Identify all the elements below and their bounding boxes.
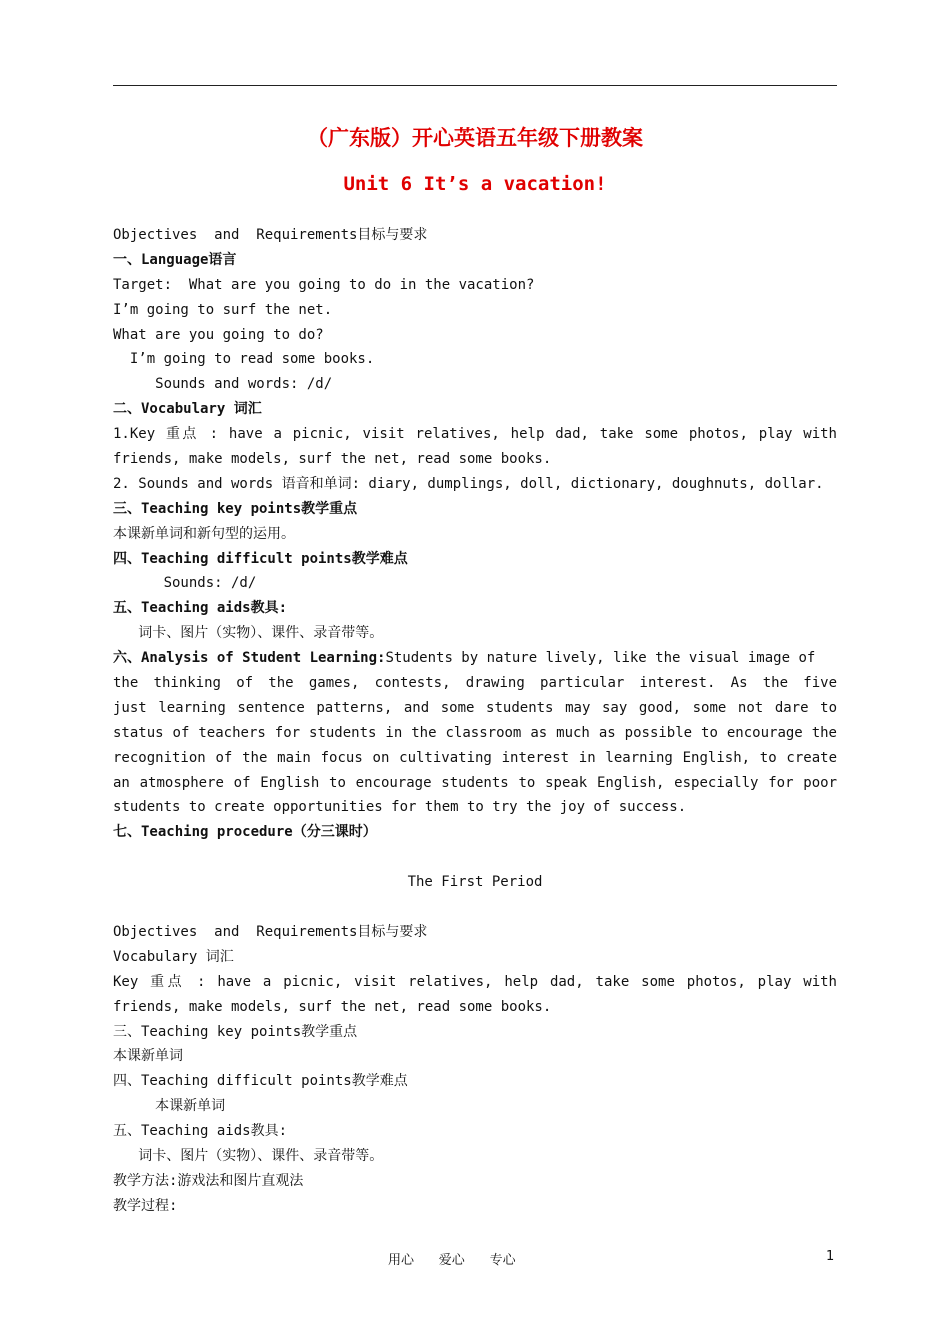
unit-title: Unit 6 It’s a vacation! xyxy=(343,173,607,195)
text-line: 词卡、图片（实物）、课件、录音带等。 xyxy=(113,625,384,642)
text-line: 本课新单词 xyxy=(113,1048,183,1065)
section-vocabulary-heading: 二、Vocabulary 词汇 xyxy=(113,401,262,418)
text-line: I’m going to read some books. xyxy=(113,351,375,368)
document-title: （广东版）开心英语五年级下册教案 xyxy=(307,126,643,150)
difficult-points-heading: 四、Teaching difficult points教学难点 xyxy=(113,1073,408,1090)
analysis-line: recognition of the main focus on cultivating interest in learning English, to create xyxy=(113,749,837,766)
analysis-text: Students by nature lively, like the visual image of xyxy=(385,650,816,667)
teaching-method-line: 教学方法:游戏法和图片直观法 xyxy=(113,1172,304,1189)
text-line: 本课新单词 xyxy=(113,1098,226,1115)
footer-motto: 用心 爱心 专心 xyxy=(388,1253,516,1268)
text-line: 词卡、图片（实物）、课件、录音带等。 xyxy=(113,1147,384,1164)
sounds-words-line: 2. Sounds and words 语音和单词: diary, dumplings, doll, dictionary, doughnuts, dollar. xyxy=(113,475,824,492)
section-analysis-heading: 六、Analysis of Student Learning: xyxy=(113,650,386,667)
analysis-line: the thinking of the games, contests, drawing particular interest. As the five xyxy=(113,675,837,692)
text-line: Sounds and words: /d/ xyxy=(113,376,333,393)
section-key-points-heading: 三、Teaching key points教学重点 xyxy=(113,500,358,517)
key-vocabulary-line: 1.Key 重点 : have a picnic, visit relatives, help dad, take some photos, play with xyxy=(113,426,837,443)
key-vocabulary-line: Key 重点 : have a picnic, visit relatives, help dad, take some photos, play with xyxy=(113,973,837,990)
header-rule xyxy=(113,85,837,86)
text-line: friends, make models, surf the net, read some books. xyxy=(113,451,552,468)
blank-line xyxy=(113,895,837,920)
section-difficult-points-heading: 四、Teaching difficult points教学难点 xyxy=(113,550,408,567)
blank-line xyxy=(113,845,837,870)
period-heading: The First Period xyxy=(407,874,543,891)
teaching-process-line: 教学过程: xyxy=(113,1197,178,1214)
analysis-first-line xyxy=(113,646,837,671)
target-line: Target: What are you going to do in the vacation? xyxy=(113,276,535,293)
section-teaching-aids-heading: 五、Teaching aids教具: xyxy=(113,600,288,617)
text-line: friends, make models, surf the net, read some books. xyxy=(113,998,552,1015)
analysis-line: an atmosphere of English to encourage students to speak English, especially for poor xyxy=(113,774,837,791)
vocabulary-heading: Vocabulary 词汇 xyxy=(113,948,234,965)
section-language-heading: 一、Language语言 xyxy=(113,251,237,268)
text-line: Sounds: /d/ xyxy=(113,575,257,592)
section-procedure-heading: 七、Teaching procedure（分三课时） xyxy=(113,824,377,841)
text-line: 本课新单词和新句型的运用。 xyxy=(113,525,295,542)
text-line: I’m going to surf the net. xyxy=(113,301,333,318)
page-number: 1 xyxy=(826,1249,835,1264)
text-line: What are you going to do? xyxy=(113,326,324,343)
objectives-heading: Objectives and Requirements目标与要求 xyxy=(113,923,428,940)
analysis-line: status of teachers for students in the classroom as much as possible to encourage the xyxy=(113,724,837,741)
analysis-line: just learning sentence patterns, and some students may say good, some not dare to xyxy=(113,699,837,716)
key-points-heading: 三、Teaching key points教学重点 xyxy=(113,1023,358,1040)
analysis-line: students to create opportunities for them to try the joy of success. xyxy=(113,799,687,816)
teaching-aids-heading: 五、Teaching aids教具: xyxy=(113,1123,288,1140)
objectives-heading: Objectives and Requirements目标与要求 xyxy=(113,227,428,243)
document-body xyxy=(113,223,837,1219)
